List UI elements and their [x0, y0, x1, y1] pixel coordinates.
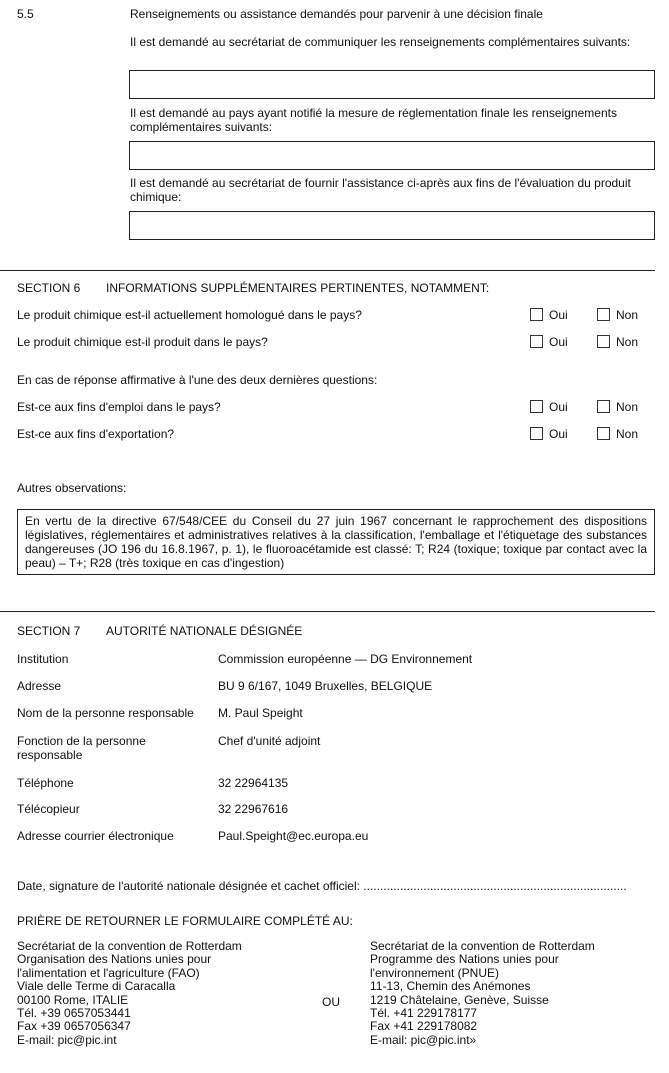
export-yes-checkbox[interactable]: Oui	[530, 427, 568, 441]
checkbox-icon	[597, 400, 610, 413]
telephone-value: 32 22964135	[218, 776, 289, 790]
address-line: Viale delle Terme di Caracalla	[17, 979, 176, 994]
checkbox-icon	[530, 308, 543, 321]
section-divider	[0, 611, 655, 612]
checkbox-icon	[597, 427, 610, 440]
fax-value: 32 22967616	[218, 802, 289, 816]
section-7-title: AUTORITÉ NATIONALE DÉSIGNÉE	[106, 624, 303, 638]
institution-label: Institution	[17, 652, 69, 666]
address-line: 11-13, Chemin des Anémones	[370, 979, 531, 994]
notifying-country-info-field[interactable]	[129, 141, 655, 170]
or-separator: OU	[322, 995, 340, 1009]
address-line: l'environnement (PNUE)	[370, 965, 500, 980]
observations-field[interactable]: En vertu de la directive 67/548/CEE du Conseil du 27 juin 1967 concernant le rapprochement des dispositions législatives, réglementaires et administratives relatives à la classification, l'emballage et l'étiquetage des substances dangereuses (JO 196 du 16.8.1967, p. 1), le fluoroacétamide est classé: T; R24 (toxique; toxique par contact avec la peau) – T+; R28 (très toxique en cas d'ingestion)	[17, 509, 655, 575]
email-link[interactable]: E-mail: pic@pic.int	[17, 1032, 117, 1047]
section-divider	[0, 270, 655, 271]
registered-yes-checkbox[interactable]: Oui	[530, 308, 568, 322]
question-registered: Le produit chimique est-il actuellement homologué dans le pays?	[17, 308, 362, 322]
email-link[interactable]: E-mail: pic@pic.int»	[370, 1032, 477, 1047]
address-unep	[370, 940, 595, 1047]
fax-label: Télécopieur	[17, 802, 80, 816]
produced-no-checkbox[interactable]: Non	[597, 335, 638, 349]
address-line: Tél. +41 229178177	[370, 1006, 478, 1021]
checkbox-icon	[597, 308, 610, 321]
address-line: Fax +41 229178082	[370, 1019, 478, 1034]
address-label: Adresse	[17, 679, 62, 693]
question-domestic-use: Est-ce aux fins d'emploi dans le pays?	[17, 400, 221, 414]
address-line: Secrétariat de la convention de Rotterdam	[17, 939, 242, 953]
conditional-intro: En cas de réponse affirmative à l'une des deux dernières questions:	[17, 373, 378, 387]
domestic-use-no-checkbox[interactable]: Non	[597, 400, 638, 414]
email-label: Adresse courrier électronique	[17, 829, 174, 843]
responsible-person-label: Nom de la personne responsable	[17, 706, 194, 720]
address-line: Secrétariat de la convention de Rotterdam	[370, 939, 595, 953]
email-value: Paul.Speight@ec.europa.eu	[218, 829, 369, 843]
produced-yes-checkbox[interactable]: Oui	[530, 335, 568, 349]
signature-line: Date, signature de l'autorité nationale désignée et cachet officiel: ...............................................................................	[17, 879, 627, 893]
question-secretariat-info: Il est demandé au secrétariat de communiquer les renseignements complémentaires suivants:	[130, 35, 631, 49]
checkbox-icon	[530, 427, 543, 440]
address-value: BU 9 6/167, 1049 Bruxelles, BELGIQUE	[218, 679, 433, 693]
responsible-person-value: M. Paul Speight	[218, 706, 303, 720]
address-line: 1219 Châtelaine, Genève, Suisse	[370, 992, 549, 1007]
domestic-use-yes-checkbox[interactable]: Oui	[530, 400, 568, 414]
checkbox-icon	[597, 335, 610, 348]
address-line: Organisation des Nations unies pour	[17, 952, 212, 967]
return-instruction: PRIÈRE DE RETOURNER LE FORMULAIRE COMPLÉTÉ AU:	[17, 914, 353, 928]
section-6-title: INFORMATIONS SUPPLÉMENTAIRES PERTINENTES, NOTAMMENT:	[106, 281, 490, 295]
address-line: l'alimentation et l'agriculture (FAO)	[17, 965, 200, 980]
secretariat-info-field[interactable]	[129, 70, 655, 99]
address-line: 00100 Rome, ITALIE	[17, 992, 129, 1007]
position-label: Fonction de la personne responsable	[17, 734, 146, 762]
address-line: Tél. +39 0657053441	[17, 1006, 131, 1021]
section-6-label: SECTION 6	[17, 281, 81, 295]
address-fao	[17, 940, 242, 1047]
address-line: Fax +39 0657056347	[17, 1019, 131, 1034]
secretariat-assistance-field[interactable]	[129, 211, 655, 240]
question-produced: Le produit chimique est-il produit dans le pays?	[17, 335, 268, 349]
position-value: Chef d'unité adjoint	[218, 734, 321, 748]
checkbox-icon	[530, 400, 543, 413]
section-7-label: SECTION 7	[17, 624, 81, 638]
section-number: 5.5	[17, 7, 34, 21]
question-notifying-country-info: Il est demandé au pays ayant notifié la mesure de réglementation finale les renseignements complémentaires suivants:	[130, 106, 617, 134]
observations-label: Autres observations:	[17, 481, 127, 495]
address-line: Programme des Nations unies pour	[370, 952, 559, 967]
institution-value: Commission européenne — DG Environnement	[218, 652, 473, 666]
export-no-checkbox[interactable]: Non	[597, 427, 638, 441]
question-export: Est-ce aux fins d'exportation?	[17, 427, 175, 441]
question-secretariat-assistance: Il est demandé au secrétariat de fournir l'assistance ci-après aux fins de l'évaluation du produit chimique:	[130, 176, 631, 204]
section-title: Renseignements ou assistance demandés pour parvenir à une décision finale	[130, 7, 543, 21]
checkbox-icon	[530, 335, 543, 348]
telephone-label: Téléphone	[17, 776, 74, 790]
registered-no-checkbox[interactable]: Non	[597, 308, 638, 322]
